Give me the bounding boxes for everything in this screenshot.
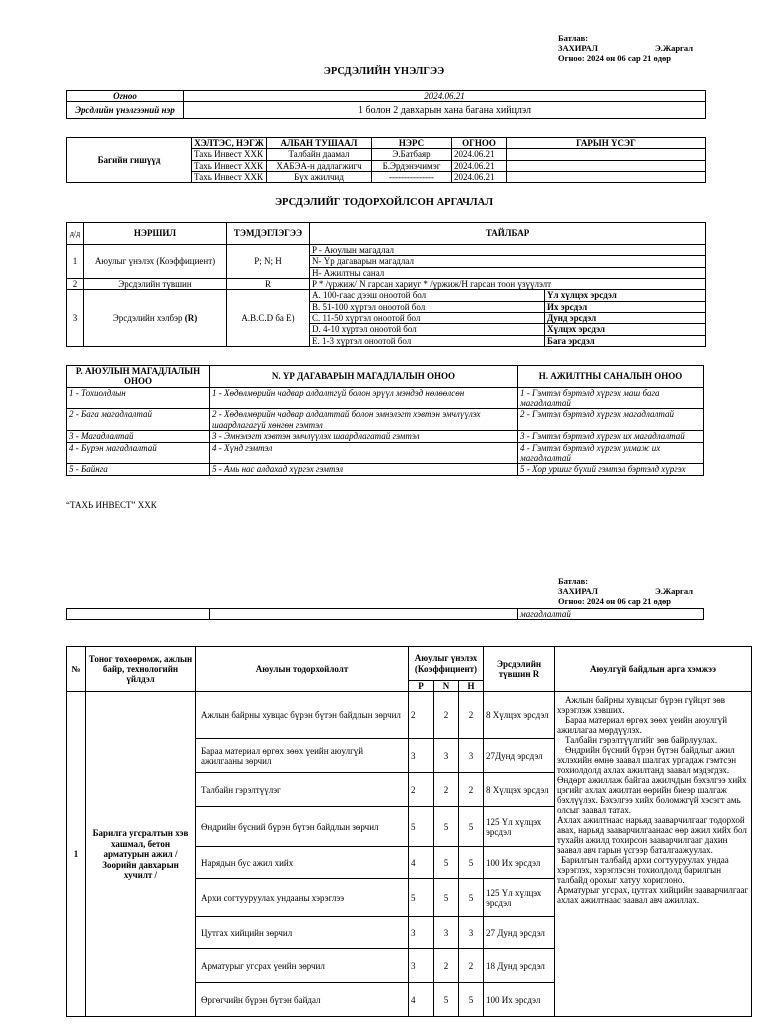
method-num: 3 — [67, 290, 84, 347]
hazard-p: 4 — [409, 983, 434, 1017]
score-row — [67, 464, 704, 475]
score-cell: 2 - Хөдөлмөрийн чадвар алдалттай болон эмнэлэгт хэвтэн эмчлүүлэх шаардлагагүй хөнгөн гэмтэл — [210, 409, 518, 431]
approval-date: Огноо: 2024 он 06 сар 21 өдөр — [558, 53, 671, 63]
approval-name: Э.Жаргал — [654, 43, 693, 53]
hazard-desc: Бараа материал өргөх зөөх үеийн аюулгүй ажилгааны зөрчил — [196, 739, 409, 773]
hazard-n: 5 — [434, 879, 459, 917]
team-cell — [507, 160, 706, 171]
approval-block-top — [558, 33, 693, 63]
team-cell: ХАБЭА-н дадлагжигч — [267, 160, 372, 171]
info-table — [66, 90, 706, 119]
hazard-header-p: P — [409, 681, 434, 692]
approval-label: Батлав: — [558, 33, 589, 43]
risk-level: Үл хүлцэх эрсдэл — [545, 290, 706, 301]
risk-range: D. 4-10 хүртэл оноотой бол — [310, 324, 545, 335]
hazard-n: 5 — [434, 847, 459, 879]
hazard-header-num: № — [67, 647, 86, 692]
method-header: НЭРШИЛ — [84, 223, 227, 245]
hazard-header-risk: Эрсдэлийн түвшин R — [484, 647, 555, 692]
hazard-desc: Ажлын байрны хувцас бүрэн бүтэн байдлын зөрчил — [196, 692, 409, 739]
score-header: N. ҮР ДАГАВАРЫН МАГАДЛАЛЫН ОНОО — [210, 366, 518, 388]
team-header: АЛБАН ТУШААЛ — [267, 138, 372, 149]
method-note: P - Аюулын магадлал — [310, 245, 706, 256]
team-cell: Тахь Инвест ХХК — [192, 149, 267, 160]
hazard-header-coef: Аюулыг үнэлэх (Коэффициент) — [409, 647, 484, 681]
hazard-h: 2 — [459, 949, 484, 983]
hazard-h: 2 — [459, 773, 484, 807]
hazard-header-n: N — [434, 681, 459, 692]
team-cell — [507, 172, 706, 183]
score-header: H. АЖИЛТНЫ САНАЛЫН ОНОО — [518, 366, 704, 388]
hazard-n: 2 — [434, 949, 459, 983]
hazard-risk: 18 Дунд эрсдэл — [484, 949, 555, 983]
fragment-cell — [210, 609, 518, 620]
hazard-p: 4 — [409, 847, 434, 879]
team-cell: Талбайн даамал — [267, 149, 372, 160]
measure-item: Арматурыг угсрах, цутгах хийцийн зааварчилгааг ахлах ажилтнаас заавал авч ажиллах. — [557, 885, 749, 906]
measure-item: Ахлах ажилтнаас нарьяд зааварчилгааг тодорхой авах, нарьяд зааварчилгаанаас өөр ажил хийх бол тухайн ажилд тохирсон зааварчилгааг дахин заавал авч гарын үсгээр баталгаажуулах. — [557, 815, 747, 856]
risk-level: Бага эрсдэл — [545, 335, 706, 346]
method-note: H- Ажилтны санал — [310, 267, 706, 278]
score-cell: 5 - Байнга — [67, 464, 210, 475]
company-name: “ТАХЬ ИНВЕСТ” ХХК — [66, 500, 157, 510]
hazard-header-measures: Аюулгүй байдлын арга хэмжээ — [555, 647, 752, 692]
method-note: P * /үржиж/ N гарсан хариуг * /үржиж/H гарсан тоон үзүүлэлт — [310, 279, 706, 290]
fragment-cell — [67, 609, 210, 620]
hazard-desc: Архи согтууруулах ундааны хэрэглээ — [196, 879, 409, 917]
hazard-h: 2 — [459, 692, 484, 739]
hazard-p: 5 — [409, 879, 434, 917]
approval-position: ЗАХИРАЛ — [558, 586, 598, 596]
method-note: N- Үр дагаварын магадлал — [310, 256, 706, 267]
hazard-h: 5 — [459, 879, 484, 917]
score-table — [66, 365, 704, 476]
score-cell: 5 - Амь нас алдахад хүргэх гэмтэл — [210, 464, 518, 475]
score-cell: 3 - Эмнэлэгт хэвтэн эмчлүүлэх шаардлагатай гэмтэл — [210, 431, 518, 442]
method-symbol: A.B.C.D ба E) — [227, 290, 310, 347]
risk-range: A. 100-гаас дээш оноотой бол — [310, 290, 545, 301]
fragment-row — [66, 608, 704, 620]
team-cell: Э.Батбаяр — [372, 149, 452, 160]
measure-item: Талбайн гэрэлтүүлгийг зөв байрлуулах. — [565, 735, 718, 746]
method-name: Аюулыг үнэлэх (Коэффициент) — [84, 245, 227, 279]
team-table — [66, 137, 706, 183]
team-header: ОГНОО — [452, 138, 507, 149]
hazard-risk: 100 Их эрсдэл — [484, 983, 555, 1017]
hazard-n: 3 — [434, 739, 459, 773]
risk-range: B. 51-100 хүртэл оноотой бол — [310, 301, 545, 312]
page-title: ЭРСДЭЛИЙН ҮНЭЛГЭЭ — [323, 66, 445, 77]
score-row — [67, 442, 704, 464]
measure-item: Өндрийн бүсний бүрэн бүтэн байдлыг ажил эхлэхийн өмнө заавал шалгах ургадаж гэмтсэн тохиолдолд ахлах ажилтанд заавал мэдэгдэх. Өндөрт ажиллаж байгаа ажилчдын бэхэлгээ хийх цэгийг ахлах ажилтан өөрийн биеэр шалгаж бэхлүүлэх. Бэхэлгээ хийх боломжгүй хэсэгт амь олсыг заавал татах. — [557, 745, 747, 816]
hazard-desc: Өндрийн бүсний бүрэн бүтэн байдлын зөрчил — [196, 807, 409, 847]
safety-measures — [555, 692, 752, 1017]
measure-item: Бараа материал өргөх зөөх үеийн аюулгүй ажиллагаа мөрдүүлэх. — [557, 715, 728, 736]
team-header: НЭРС — [372, 138, 452, 149]
approval-label: Батлав: — [558, 576, 589, 586]
hazard-header-h: H — [459, 681, 484, 692]
method-table — [66, 222, 706, 347]
hazard-n: 5 — [434, 807, 459, 847]
team-cell: --------------- — [372, 172, 452, 183]
hazard-h: 5 — [459, 807, 484, 847]
risk-level: Хүлцэх эрсдэл — [545, 324, 706, 335]
score-cell: 3 - Гэмтэл бэртэлд хүргэх их магадлалтай — [518, 431, 704, 442]
method-symbol: P; N; H — [227, 245, 310, 279]
team-label: Багийн гишүүд — [67, 138, 192, 183]
risk-level: Дунд эрсдэл — [545, 313, 706, 324]
score-cell: 4 - Хүнд гэмтэл — [210, 442, 518, 464]
measure-item: Ажлын байрны хувцсыг бүрэн гүйцэт зөв хэрэглэж хэвших. — [557, 695, 725, 716]
team-cell: 2024.06.21 — [452, 172, 507, 183]
team-header: ХЭЛТЭС, НЭГЖ — [192, 138, 267, 149]
hazard-p: 5 — [409, 807, 434, 847]
method-num: 1 — [67, 245, 84, 279]
hazard-h: 5 — [459, 847, 484, 879]
hazard-p: 3 — [409, 949, 434, 983]
method-title: ЭРСДЭЛИЙГ ТОДОРХОЙЛСОН АРГАЧЛАЛ — [274, 197, 494, 208]
hazard-h: 3 — [459, 917, 484, 949]
hazard-n: 3 — [434, 917, 459, 949]
hazard-row — [67, 692, 752, 739]
method-header: д/д — [67, 223, 84, 245]
team-cell: 2024.06.21 — [452, 149, 507, 160]
score-cell: 4 - Бүрэн магадлалтай — [67, 442, 210, 464]
approval-block-bottom — [558, 576, 693, 606]
team-cell: Тахь Инвест ХХК — [192, 172, 267, 183]
hazard-h: 5 — [459, 983, 484, 1017]
approval-date: Огноо: 2024 он 06 сар 21 өдөр — [558, 596, 671, 606]
hazard-p: 3 — [409, 739, 434, 773]
measure-item: Барилгын талбайд архи согтууруулах ундаа хэрэглэх, хэрэглэсэн тохиолдолд барилгын талбайд орохыг хатуу хориглоно. — [557, 855, 729, 886]
score-cell: 3 - Магадлалтай — [67, 431, 210, 442]
team-header: ГАРЫН ҮСЭГ — [507, 138, 706, 149]
date-value: 2024.06.21 — [184, 91, 706, 102]
hazard-risk: 8 Хүлцэх эрсдэл — [484, 773, 555, 807]
hazard-num: 1 — [67, 692, 86, 1017]
score-cell: 1 - Хөдөлмөрийн чадвар алдалтгүй болон эрүүл мэндэд нөлөөлсөн — [210, 387, 518, 409]
approval-position: ЗАХИРАЛ — [558, 43, 598, 53]
hazard-risk: 100 Их эрсдэл — [484, 847, 555, 879]
method-name-text: Эрсдэлийн хэлбэр — [112, 313, 185, 324]
hazard-risk: 27Дунд эрсдэл — [484, 739, 555, 773]
score-cell: 4 - Гэмтэл бэртэлд хүргэх улмаж их магадлалтай — [518, 442, 704, 464]
hazard-desc: Талбайн гэрэлтүүлэг — [196, 773, 409, 807]
hazard-desc: Нарядын бус ажил хийх — [196, 847, 409, 879]
team-cell: Б.Эрдэнэчимэг — [372, 160, 452, 171]
hazard-risk: 125 Үл хүлцэх эрсдэл — [484, 879, 555, 917]
date-label: Огноо — [67, 91, 184, 102]
hazard-n: 2 — [434, 773, 459, 807]
team-cell: Бүх ажилчид — [267, 172, 372, 183]
score-cell: 5 - Хор уршиг бүхий гэмтэл бэртэлд хүргэх — [518, 464, 704, 475]
method-name-symbol: (R) — [184, 313, 198, 324]
method-header: ТЭМДЭГЛЭГЭЭ — [227, 223, 310, 245]
hazard-header-equipment: Тоног төхөөрөмж, ажлын байр, технологийн үйлдэл — [86, 647, 196, 692]
risk-range: C. 11-50 хүртэл оноотой бол — [310, 313, 545, 324]
team-cell — [507, 149, 706, 160]
team-cell: Тахь Инвест ХХК — [192, 160, 267, 171]
hazard-risk: 125 Үл хүлцэх эрсдэл — [484, 807, 555, 847]
hazard-desc: Цутгах хийцийн зөрчил — [196, 917, 409, 949]
fragment-text: магадлалтай — [518, 609, 704, 620]
score-cell: 1 - Тохиолдлын — [67, 387, 210, 409]
risk-range: E. 1-3 хүртэл оноотой бол — [310, 335, 545, 346]
method-header: ТАЙЛБАР — [310, 223, 706, 245]
hazard-table — [66, 646, 752, 1017]
hazard-p: 2 — [409, 692, 434, 739]
hazard-risk: 27 Дунд эрсдэл — [484, 917, 555, 949]
method-name — [84, 290, 227, 347]
score-row — [67, 387, 704, 409]
hazard-p: 3 — [409, 917, 434, 949]
hazard-desc: Өргөгчийн бүрэн бүтэн байдал — [196, 983, 409, 1017]
score-cell: 1 - Гэмтэл бэртэлд хүргэх маш бага магадлалтай — [518, 387, 704, 409]
method-num: 2 — [67, 279, 84, 290]
method-name: Эрсдэлийн түвшин — [84, 279, 227, 290]
hazard-risk: 8 Хүлцэх эрсдэл — [484, 692, 555, 739]
approval-name: Э.Жаргал — [654, 586, 693, 596]
assessment-label: Эрсдлийн үнэлгээний нэр — [67, 102, 184, 119]
hazard-equipment: Барилга угсралтын хэв хашмал, бетон арматурын ажил /Зоорийн давхарын хучилт / — [86, 692, 196, 1017]
hazard-header-desc: Аюулын тодорхойлолт — [196, 647, 409, 692]
score-header: P. АЮУЛЫН МАГАДЛАЛЫН ОНОО — [67, 366, 210, 388]
hazard-h: 3 — [459, 739, 484, 773]
hazard-n: 2 — [434, 692, 459, 739]
hazard-desc: Арматурыг угсрах үеийн зөрчил — [196, 949, 409, 983]
risk-level: Их эрсдэл — [545, 301, 706, 312]
score-cell: 2 - Бага магадлалтай — [67, 409, 210, 431]
team-cell: 2024.06.21 — [452, 160, 507, 171]
method-symbol: R — [227, 279, 310, 290]
score-row — [67, 431, 704, 442]
assessment-value: 1 болон 2 давхарын хана багана хийцлэл — [184, 102, 706, 119]
hazard-p: 2 — [409, 773, 434, 807]
hazard-n: 5 — [434, 983, 459, 1017]
score-cell: 2 - Гэмтэл бэртэлд хүргэх магадлалтай — [518, 409, 704, 431]
score-row — [67, 409, 704, 431]
